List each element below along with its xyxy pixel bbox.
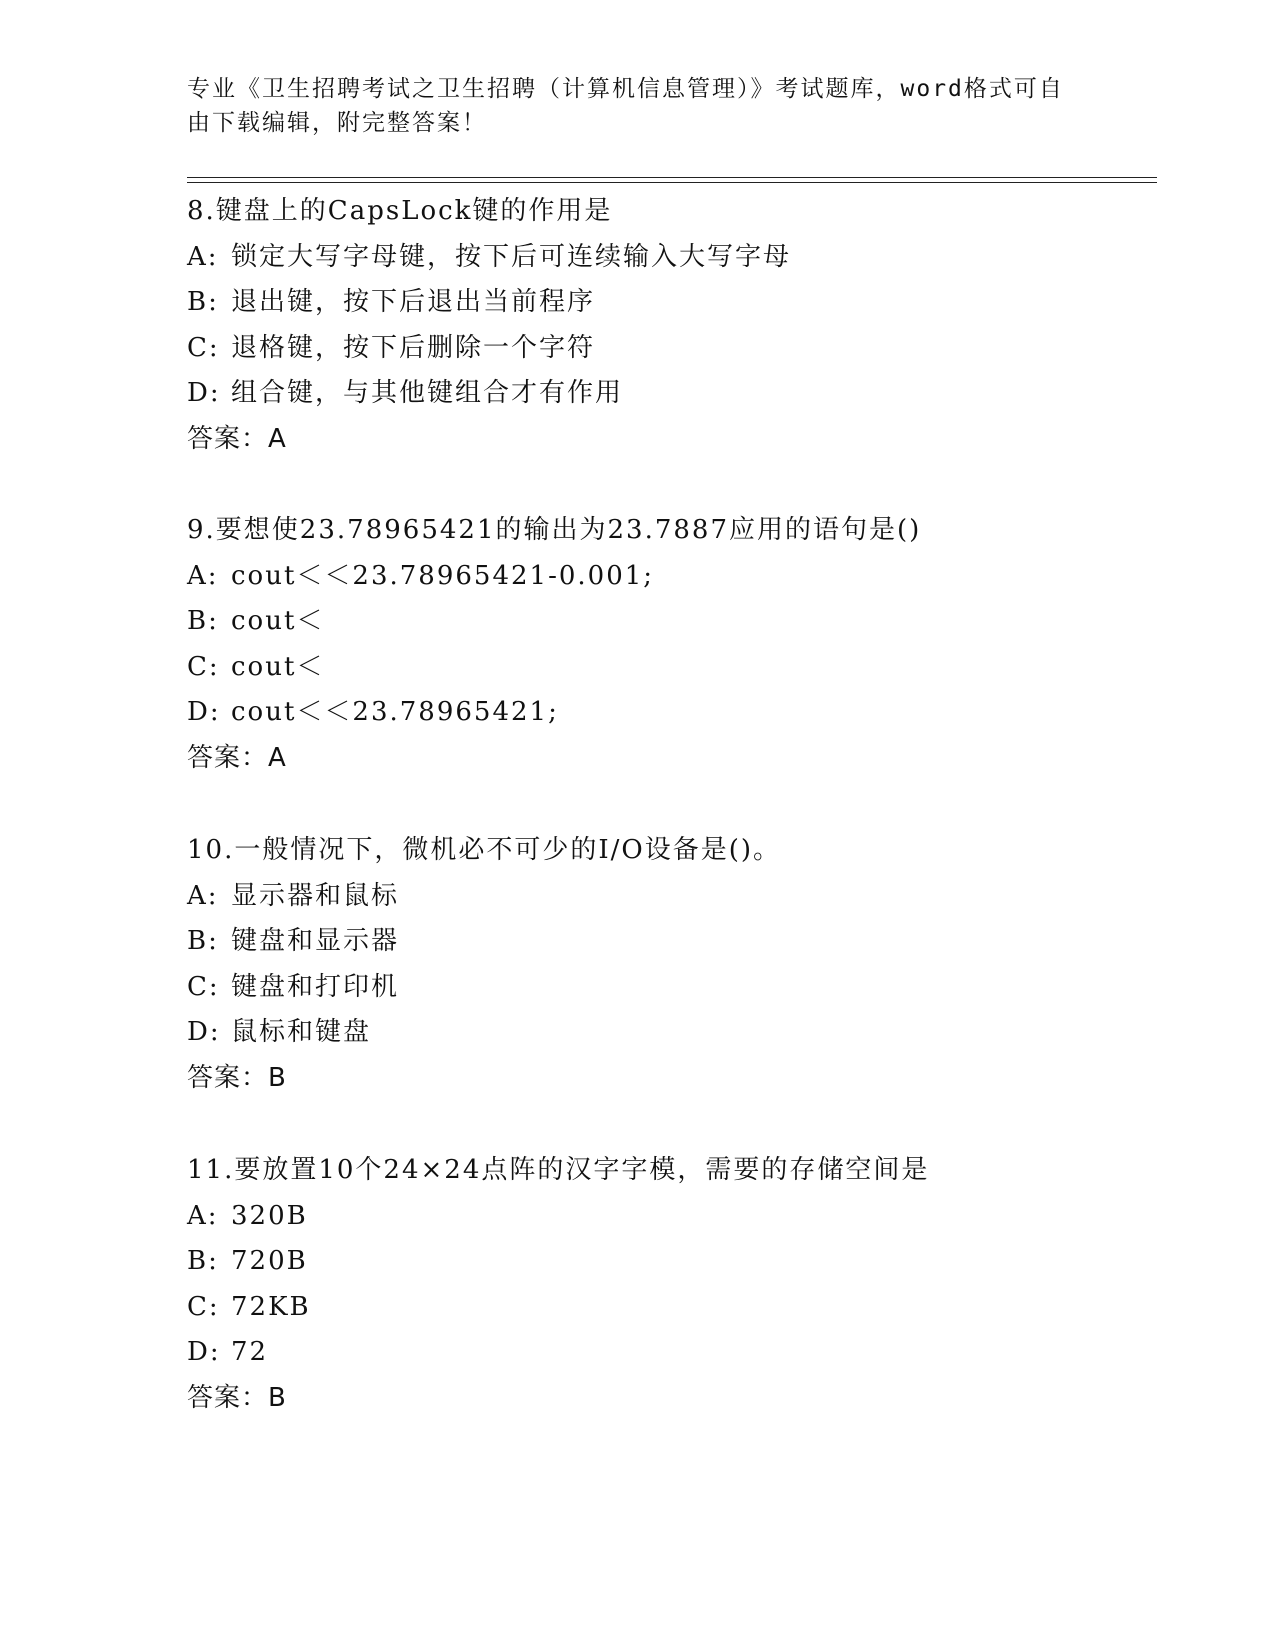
option-letter: A:: [187, 560, 219, 591]
option-d: [187, 371, 1187, 417]
option-text: 72KB: [231, 1291, 311, 1322]
option-a: [187, 1194, 1187, 1240]
option-text: 显示器和鼠标: [231, 880, 400, 911]
question-title: 8.键盘上的CapsLock键的作用是: [187, 196, 613, 226]
option-text: 72: [231, 1337, 269, 1367]
option-text: 键盘和打印机: [231, 971, 400, 1002]
question-title: 9.要想使23.78965421的输出为23.7887应用的语句是(): [187, 515, 922, 545]
option-letter: B:: [187, 926, 219, 956]
option-letter: D:: [187, 1337, 221, 1367]
option-letter: A:: [187, 1200, 219, 1231]
question-block: [187, 828, 1187, 1101]
header-line-2: 由下载编辑，附完整答案！: [187, 110, 487, 136]
option-a: [187, 235, 1187, 281]
option-text: cout＜: [231, 606, 325, 636]
option-c: [187, 965, 1187, 1011]
option-c: [187, 1285, 1187, 1331]
question-block: [187, 1148, 1187, 1421]
header-divider-top: [187, 177, 1157, 178]
option-text: 720B: [231, 1246, 308, 1276]
option-letter: A:: [187, 241, 219, 272]
document-header: [187, 72, 1067, 140]
option-letter: C:: [187, 971, 220, 1002]
option-text: 320B: [231, 1200, 308, 1231]
option-c: [187, 326, 1187, 372]
answer-line: 答案：B: [187, 1062, 287, 1093]
answer-line: 答案：B: [187, 1382, 287, 1413]
option-d: [187, 1010, 1187, 1056]
option-text: 鼠标和键盘: [231, 1017, 372, 1047]
option-b: [187, 599, 1187, 645]
option-a: [187, 554, 1187, 600]
option-letter: B:: [187, 287, 219, 317]
option-b: [187, 1239, 1187, 1285]
option-d: [187, 1330, 1187, 1376]
answer-line: 答案：A: [187, 742, 287, 773]
option-a: [187, 874, 1187, 920]
option-text: cout＜: [231, 651, 325, 682]
option-letter: C:: [187, 651, 220, 682]
option-text: cout＜＜23.78965421;: [231, 697, 559, 727]
option-text: 退格键，按下后删除一个字符: [231, 332, 596, 363]
option-letter: B:: [187, 606, 219, 636]
question-block: [187, 508, 1187, 781]
option-text: 键盘和显示器: [231, 926, 400, 956]
option-text: 组合键，与其他键组合才有作用: [231, 378, 624, 408]
option-b: [187, 919, 1187, 965]
option-b: [187, 280, 1187, 326]
question-title: 10.一般情况下，微机必不可少的I/O设备是()。: [187, 835, 781, 865]
header-divider-bottom: [187, 182, 1157, 183]
option-letter: D:: [187, 1017, 221, 1047]
option-letter: D:: [187, 697, 221, 727]
question-block: [187, 189, 1187, 462]
option-text: 锁定大写字母键，按下后可连续输入大写字母: [231, 241, 792, 272]
option-c: [187, 645, 1187, 691]
option-letter: C:: [187, 1291, 220, 1322]
option-letter: A:: [187, 880, 219, 911]
option-letter: C:: [187, 332, 220, 363]
question-title: 11.要放置10个24×24点阵的汉字字模，需要的存储空间是: [187, 1155, 930, 1185]
option-letter: D:: [187, 378, 221, 408]
option-text: 退出键，按下后退出当前程序: [231, 287, 596, 317]
header-line-1: 专业《卫生招聘考试之卫生招聘（计算机信息管理）》考试题库，word格式可自: [187, 76, 1064, 102]
option-d: [187, 690, 1187, 736]
option-text: cout＜＜23.78965421-0.001;: [231, 560, 655, 591]
answer-line: 答案：A: [187, 423, 287, 454]
option-letter: B:: [187, 1246, 219, 1276]
